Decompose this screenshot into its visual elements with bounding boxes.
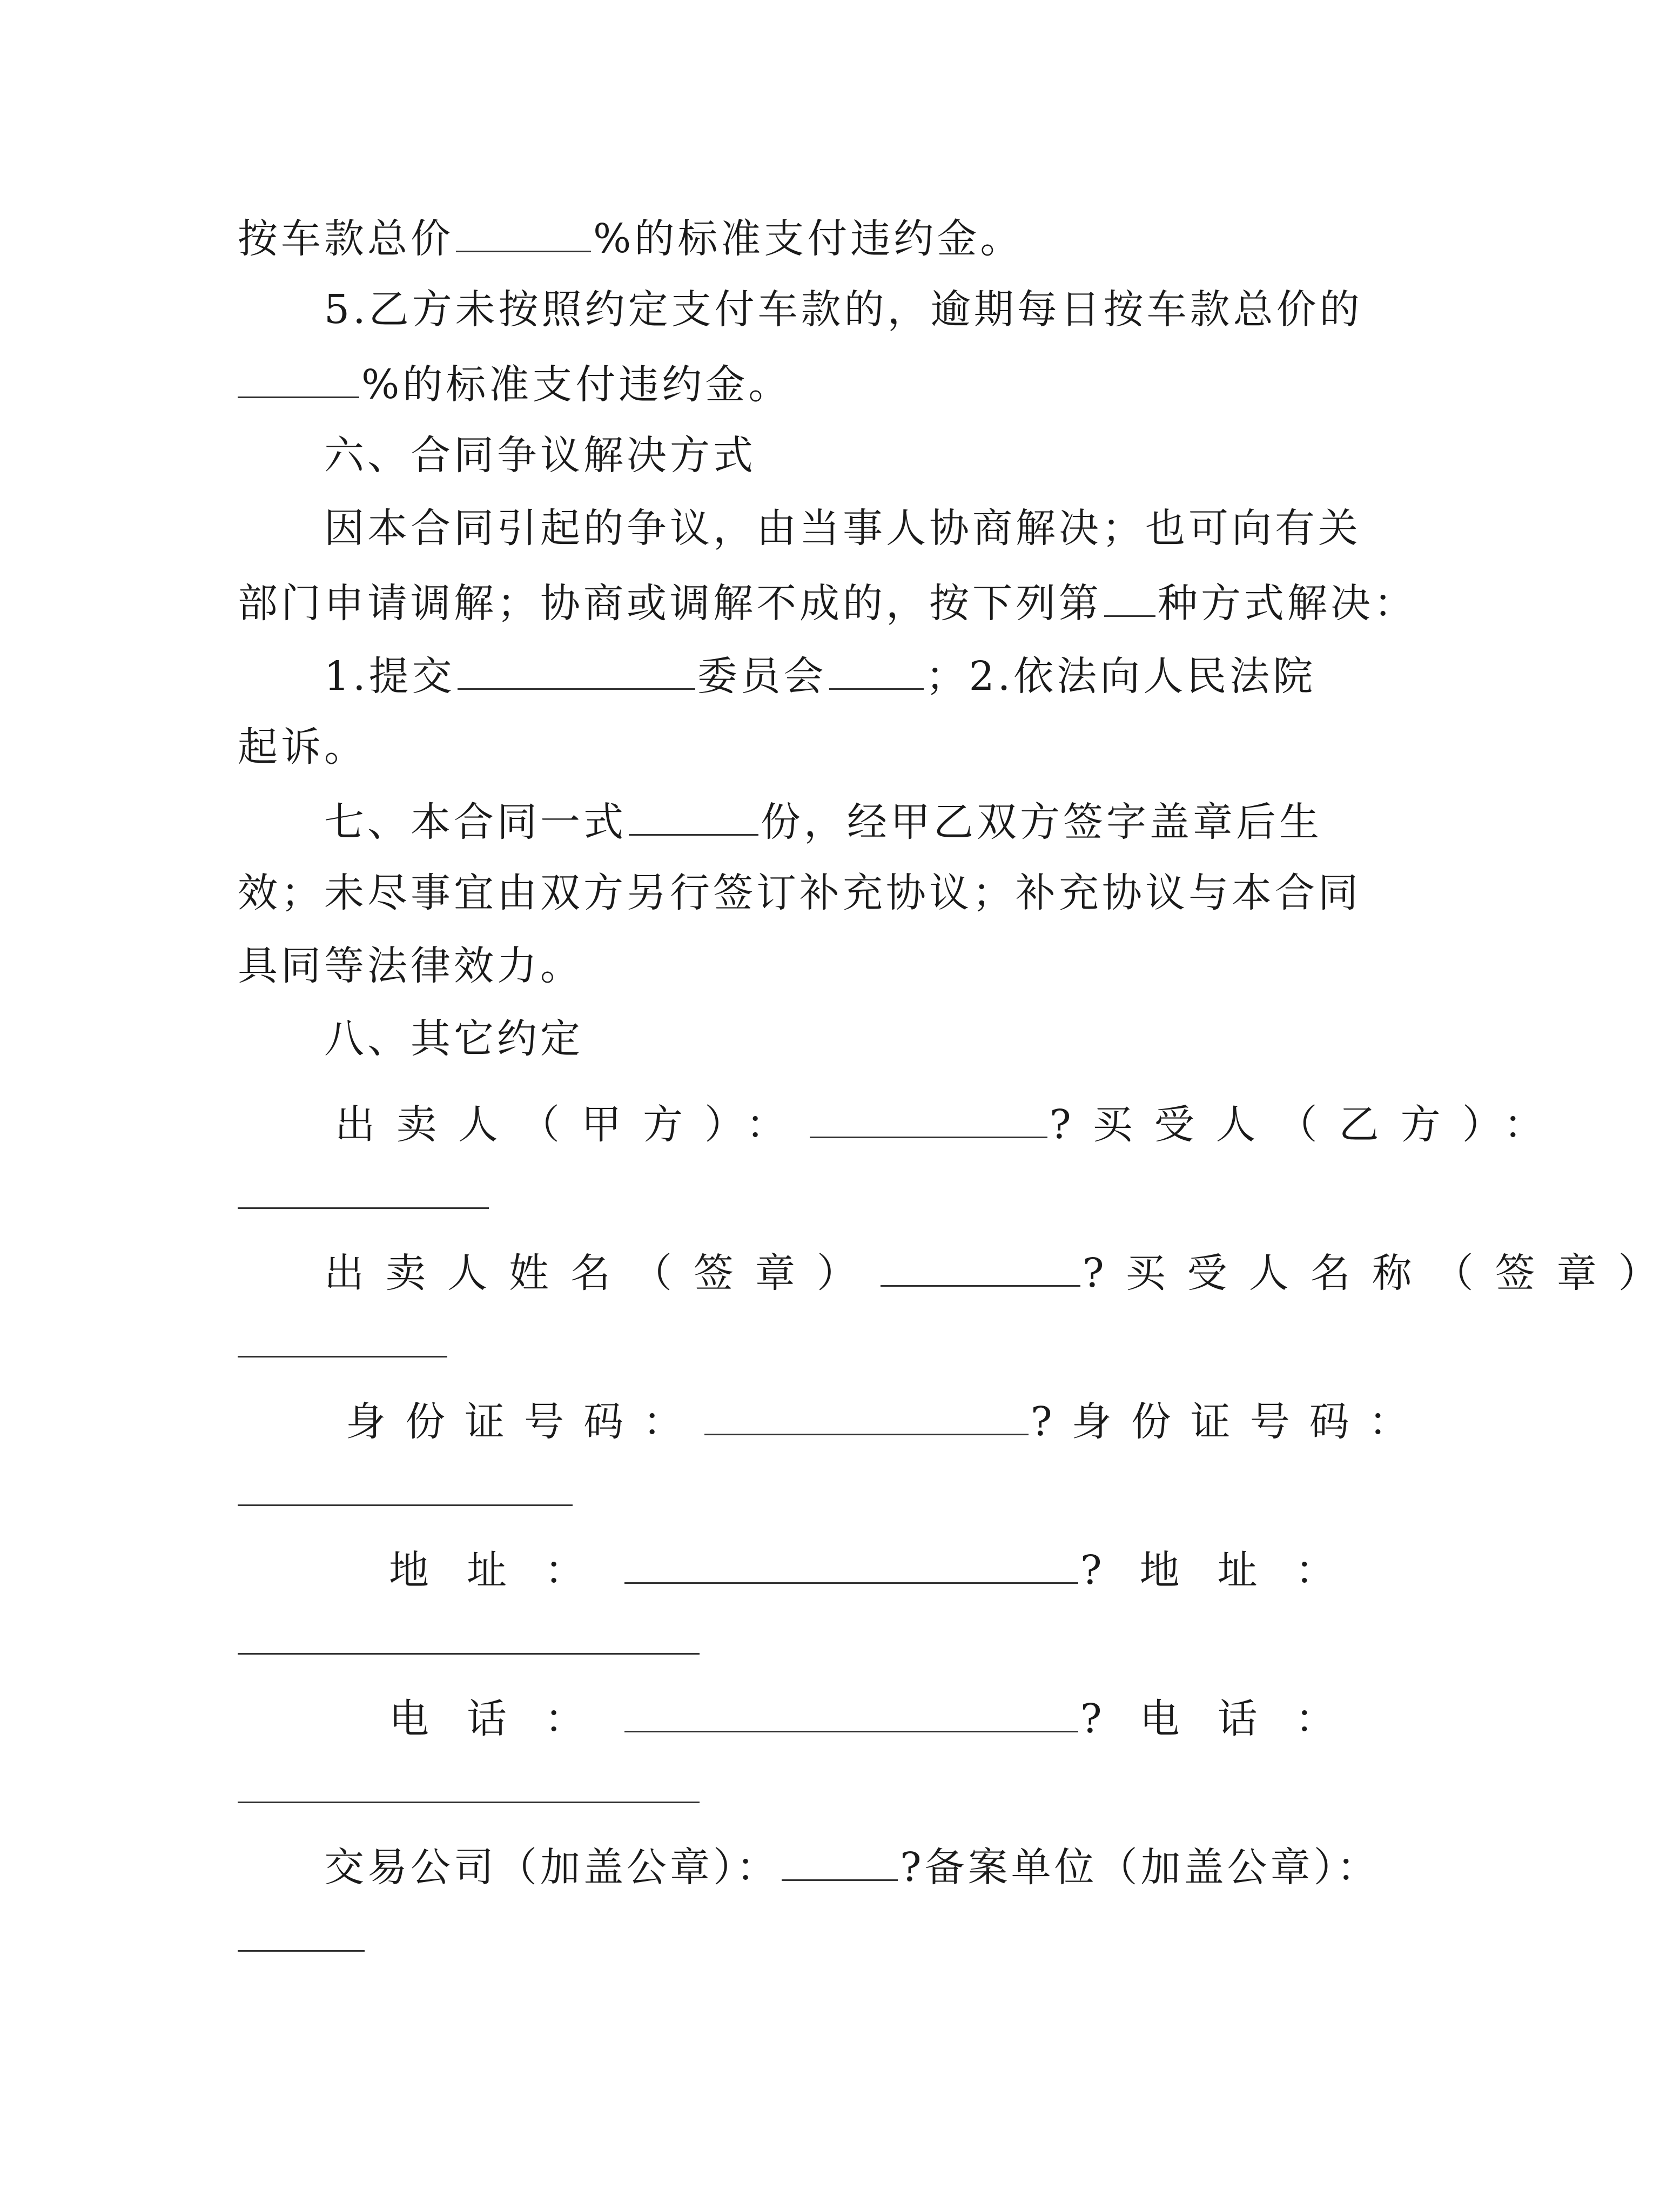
seller-blank[interactable] — [810, 1097, 1047, 1138]
text-line — [238, 721, 367, 773]
text: 1.提交 — [324, 653, 455, 700]
fill-blank[interactable] — [458, 648, 695, 690]
signature-row-party — [335, 1097, 1565, 1148]
buyer-name-blank[interactable] — [238, 1356, 447, 1357]
buyer-phone-label: ?电话： — [1080, 1696, 1373, 1742]
buyer-id-label: ?身份证号码： — [1031, 1399, 1428, 1445]
fill-blank[interactable] — [238, 357, 359, 398]
text: 5.乙方未按照约定支付车款的，逾期每日按车款总价的 — [324, 286, 1363, 333]
fill-blank[interactable] — [829, 648, 924, 690]
section-heading — [324, 429, 756, 481]
seller-id-blank[interactable] — [704, 1394, 1029, 1435]
text: 种方式解决： — [1158, 580, 1417, 627]
text: 委员会 — [697, 653, 827, 700]
seller-id-label: 身份证号码： — [346, 1399, 702, 1445]
seller-phone-label: 电话： — [389, 1696, 622, 1742]
buyer-phone-blank[interactable] — [238, 1802, 700, 1803]
buyer-id-blank[interactable] — [238, 1504, 573, 1506]
buyer-blank[interactable] — [238, 1207, 489, 1209]
seller-label: 出卖人（甲方）： — [335, 1101, 808, 1148]
text: ；2.依法向人民法院 — [925, 653, 1316, 700]
buyer-label: ?买受人（乙方）： — [1050, 1101, 1565, 1148]
seller-phone-blank[interactable] — [624, 1691, 1078, 1732]
text-line — [238, 867, 1361, 919]
seller-address-label: 地址： — [389, 1547, 622, 1594]
signature-row-seals — [324, 1839, 1380, 1891]
fill-blank[interactable] — [456, 211, 591, 252]
text: 起诉。 — [238, 724, 367, 770]
text: 效；未尽事宜由双方另行签订补充协议；补充协议与本合同 — [238, 870, 1361, 916]
text: 六、合同争议解决方式 — [324, 432, 756, 479]
text: 八、其它约定 — [324, 1016, 583, 1062]
buyer-address-blank[interactable] — [238, 1653, 700, 1655]
fill-blank[interactable] — [629, 794, 758, 836]
seller-address-blank[interactable] — [624, 1542, 1078, 1584]
text: %的标准支付违约金。 — [361, 361, 792, 408]
text: 因本合同引起的争议，由当事人协商解决；也可向有关 — [324, 505, 1361, 552]
text-line — [324, 284, 1363, 335]
company-seal-label: 交易公司（加盖公章）： — [324, 1844, 779, 1891]
signature-row-id — [346, 1394, 1428, 1446]
text-line — [238, 357, 791, 408]
fill-blank[interactable] — [1104, 575, 1155, 617]
text-line — [324, 648, 1316, 700]
text-line — [324, 502, 1361, 554]
text-line — [324, 794, 1322, 846]
buyer-address-label: ?地址： — [1080, 1547, 1373, 1594]
text: 份，经甲乙双方签字盖章后生 — [761, 799, 1322, 845]
company-seal-blank[interactable] — [782, 1839, 898, 1881]
text: 部门申请调解；协商或调解不成的，按下列第 — [238, 580, 1102, 627]
signature-row-address — [389, 1542, 1373, 1594]
signature-row-names — [324, 1245, 1680, 1297]
text: %的标准支付违约金。 — [593, 216, 1024, 262]
text-line — [238, 575, 1417, 627]
text-line — [238, 940, 583, 992]
text: 按车款总价 — [238, 216, 454, 262]
text: 七、本合同一式 — [324, 799, 627, 845]
seller-name-label: 出卖人姓名（签章） — [324, 1250, 878, 1296]
text-line — [238, 211, 1023, 263]
registry-seal-blank[interactable] — [238, 1950, 365, 1952]
signature-row-phone — [389, 1691, 1373, 1743]
section-heading — [324, 1013, 583, 1065]
registry-seal-label: ?备案单位（加盖公章）： — [900, 1844, 1380, 1891]
buyer-name-label: ?买受人名称（签章） — [1083, 1250, 1680, 1296]
seller-name-blank[interactable] — [881, 1245, 1080, 1287]
text: 具同等法律效力。 — [238, 943, 583, 989]
